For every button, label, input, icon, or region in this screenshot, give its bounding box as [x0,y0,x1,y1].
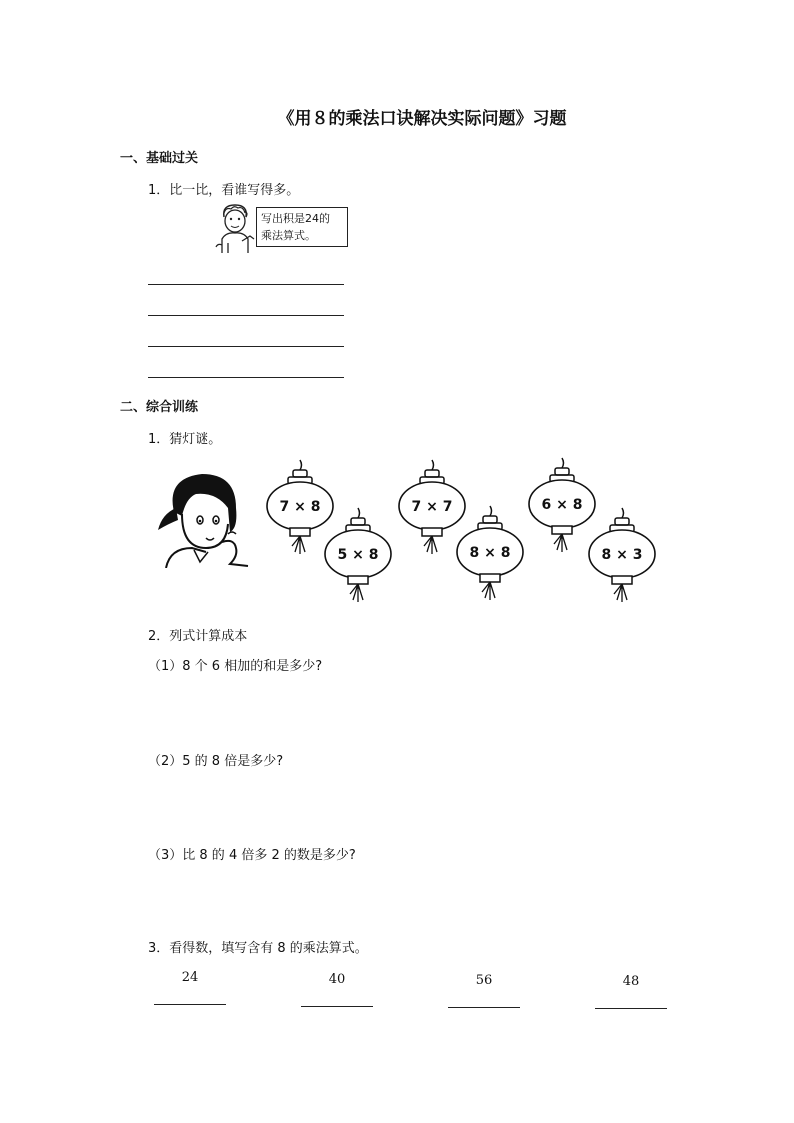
result-number: 48 [622,974,640,989]
lantern-label: 8 × 8 [469,545,511,561]
lantern-label: 7 × 7 [411,499,453,515]
section-heading-training: 二、综合训练 [120,400,199,415]
lantern [325,508,391,602]
expression-answer-line[interactable] [301,1006,373,1007]
question-fill-expression: 3．看得数，填写含有 8 的乘法算式。 [148,941,368,956]
expression-answer-line[interactable] [595,1008,667,1009]
result-number: 40 [328,972,346,987]
result-number: 24 [181,970,199,985]
speech-bubble [256,207,348,247]
question-calculate: 2．列式计算成本 [148,629,248,644]
expression-answer-line[interactable] [448,1007,520,1008]
answer-line[interactable] [148,346,344,347]
page-title: 《用８的乘法口诀解决实际问题》习题 [277,109,567,129]
girl-illustration [156,468,252,568]
answer-line[interactable] [148,377,344,378]
question-riddle: 1．猜灯谜。 [148,432,222,447]
subquestion-3: （3）比 8 的 4 倍多 2 的数是多少? [148,848,356,863]
lantern [399,460,465,554]
question-compare: 1．比一比，看谁写得多。 [148,183,300,198]
answer-line[interactable] [148,284,344,285]
lantern-label: 6 × 8 [541,497,583,513]
speech-line-1: 写出积是24的 [261,212,330,225]
lantern [529,458,595,552]
lantern-label: 7 × 8 [279,499,321,515]
speech-line-2: 乘法算式。 [261,229,316,242]
subquestion-1: （1）8 个 6 相加的和是多少? [148,659,323,674]
lantern [589,508,655,602]
lantern [267,460,333,554]
lantern-riddle-group [256,456,676,616]
section-heading-basic: 一、基础过关 [120,151,199,166]
lantern-label: 8 × 3 [601,547,643,563]
subquestion-2: （2）5 的 8 倍是多少? [148,754,284,769]
boy-illustration [214,203,256,255]
answer-line[interactable] [148,315,344,316]
lantern [457,506,523,600]
lantern-label: 5 × 8 [337,547,379,563]
expression-answer-line[interactable] [154,1004,226,1005]
result-number: 56 [475,973,493,988]
